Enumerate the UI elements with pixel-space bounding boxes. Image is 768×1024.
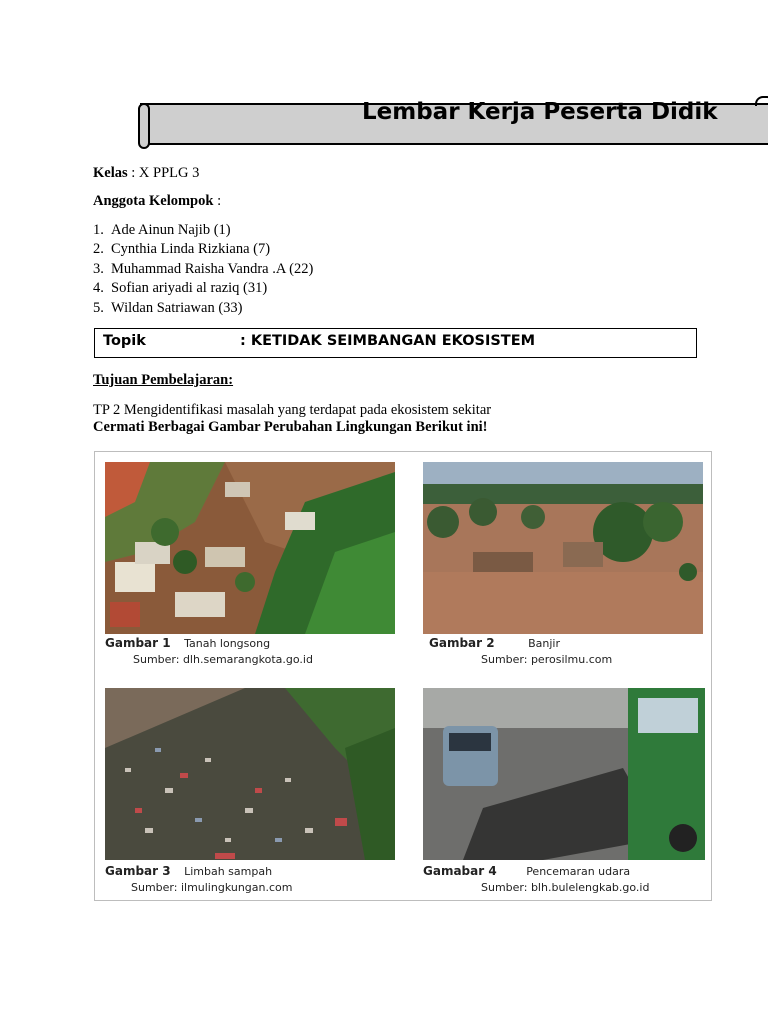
caption-source: Sumber: blh.bulelengkab.go.id	[481, 881, 650, 894]
image-gallery	[94, 451, 712, 901]
caption-number: Gambar 3	[105, 864, 171, 878]
topic-box	[94, 328, 697, 358]
member-name: Sofian ariyadi al raziq (31)	[111, 280, 268, 297]
caption-title: Pencemaran udara	[526, 865, 631, 878]
caption-1	[105, 636, 270, 650]
member-list	[93, 221, 313, 318]
caption-title: Banjir	[528, 637, 560, 650]
flood-photo	[423, 462, 703, 634]
member-name: Wildan Satriawan (33)	[111, 299, 243, 316]
topic-label: Topik	[103, 333, 146, 349]
caption-title: Tanah longsong	[184, 637, 271, 650]
list-item	[93, 279, 313, 298]
list-number: 3.	[93, 260, 104, 277]
page-title: Lembar Kerja Peserta Didik	[362, 99, 718, 125]
list-item	[93, 260, 313, 279]
kelas-line	[93, 165, 199, 182]
list-number: 1.	[93, 222, 104, 238]
topic-value: : KETIDAK SEIMBANGAN EKOSISTEM	[240, 333, 536, 349]
kelas-label: Kelas	[93, 165, 128, 181]
caption-3	[105, 864, 272, 878]
banner-scroll-roll	[138, 103, 150, 149]
list-number: 5.	[93, 299, 104, 316]
anggota-line	[93, 193, 221, 210]
tujuan-text: TP 2 Mengidentifikasi masalah yang terdapat pada ekosistem sekitar	[93, 402, 492, 418]
caption-source: Sumber: ilmulingkungan.com	[131, 881, 293, 894]
caption-source: Sumber: dlh.semarangkota.go.id	[133, 653, 313, 666]
list-item	[93, 299, 313, 318]
member-name: Cynthia Linda Rizkiana (7)	[111, 241, 271, 258]
list-number: 4.	[93, 280, 104, 297]
caption-number: Gambar 2	[429, 636, 495, 650]
member-name: Muhammad Raisha Vandra .A (22)	[111, 260, 314, 277]
instruction-text: Cermati Berbagai Gambar Perubahan Lingkungan Berikut ini!	[93, 419, 488, 435]
tujuan-heading: Tujuan Pembelajaran:	[93, 372, 234, 388]
caption-number: Gambar 1	[105, 636, 171, 650]
caption-title: Limbah sampah	[184, 865, 273, 878]
kelas-value: : X PPLG 3	[131, 165, 200, 181]
banner-scroll-curl	[755, 96, 768, 106]
anggota-colon: :	[213, 193, 222, 209]
list-number: 2.	[93, 241, 104, 258]
member-name: Ade Ainun Najib (1)	[111, 222, 231, 238]
anggota-label: Anggota Kelompok	[93, 193, 214, 209]
caption-2	[429, 636, 560, 650]
list-item	[93, 240, 313, 259]
pollution-photo	[423, 688, 705, 860]
landslide-photo	[105, 462, 395, 634]
caption-source: Sumber: perosilmu.com	[481, 653, 613, 666]
caption-4	[423, 864, 630, 878]
caption-number: Gamabar 4	[423, 864, 497, 878]
list-item	[93, 221, 313, 240]
garbage-photo	[105, 688, 395, 860]
